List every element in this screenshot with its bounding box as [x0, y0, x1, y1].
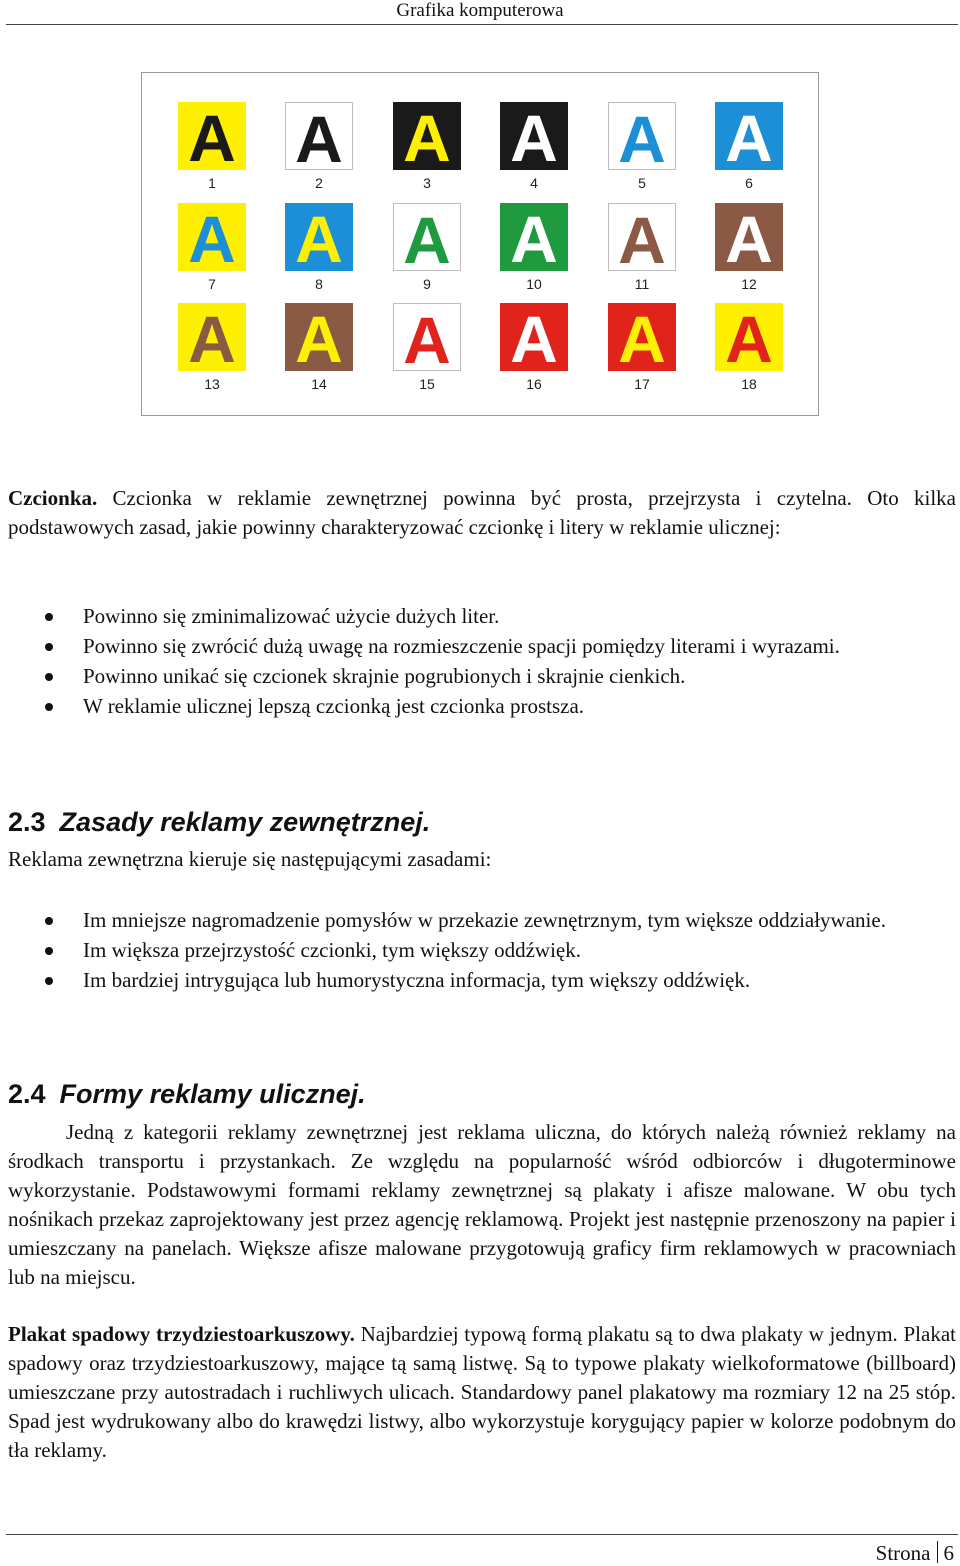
tile-letter: A: [510, 303, 558, 371]
bullet-icon: [45, 977, 53, 985]
tile-letter: A: [618, 303, 666, 371]
tile-number: 5: [638, 175, 646, 191]
letter-tile: [285, 102, 353, 170]
letter-tile: [393, 303, 461, 371]
bullet-icon: [45, 673, 53, 681]
page-header: [0, 0, 960, 24]
tile-number: 3: [423, 175, 431, 191]
footer-label: Strona: [875, 1541, 931, 1565]
tile-number: 14: [311, 376, 327, 392]
tile-letter: A: [725, 203, 773, 271]
tile-letter: A: [403, 203, 451, 271]
section-heading-2-3: [8, 806, 430, 838]
bullet-icon: [45, 643, 53, 651]
letter-tile: [715, 303, 783, 371]
tile-number: 11: [634, 276, 650, 292]
section-2-3-intro: Reklama zewnętrzna kieruje się następującymi zasadami:: [8, 847, 492, 871]
letter-tile: [500, 203, 568, 271]
tile-letter: A: [188, 203, 236, 271]
tile-letter: A: [295, 203, 343, 271]
tile-number: 4: [530, 175, 538, 191]
section-title: Formy reklamy ulicznej.: [59, 1079, 366, 1109]
tile-number: 7: [208, 276, 216, 292]
tile-letter: A: [188, 102, 236, 170]
tile-letter: A: [403, 303, 451, 371]
letter-tile: [715, 203, 783, 271]
tile-number: 16: [526, 376, 542, 392]
tile-number: 8: [315, 276, 323, 292]
tile-letter: A: [188, 303, 236, 371]
advertising-rules-list: [8, 905, 956, 995]
section-heading-2-4: [8, 1078, 366, 1110]
bullet-icon: [45, 917, 53, 925]
czcionka-paragraph: [8, 484, 956, 542]
list-item: W reklamie ulicznej lepszą czcionką jest czcionka prostsza.: [8, 691, 956, 721]
letter-tile: [178, 303, 246, 371]
tile-letter: A: [618, 102, 666, 170]
letter-tile: [500, 102, 568, 170]
tile-number: 6: [745, 175, 753, 191]
letter-color-figure: [141, 72, 819, 416]
letter-tile: [393, 102, 461, 170]
tile-letter: A: [510, 203, 558, 271]
header-title: Grafika komputerowa: [396, 0, 564, 21]
bullet-icon: [45, 703, 53, 711]
letter-tile: [178, 203, 246, 271]
page-number: 6: [943, 1541, 954, 1565]
tile-number: 12: [741, 276, 757, 292]
letter-tile: [500, 303, 568, 371]
tile-number: 18: [741, 376, 757, 392]
tile-letter: A: [725, 102, 773, 170]
list-item: Im mniejsze nagromadzenie pomysłów w przekazie zewnętrznym, tym większe oddziaływanie.: [8, 905, 956, 935]
letter-tile: [715, 102, 783, 170]
tile-number: 2: [315, 175, 323, 191]
tile-letter: A: [510, 102, 558, 170]
letter-tile: [178, 102, 246, 170]
tile-number: 10: [526, 276, 542, 292]
footer-divider: [6, 1534, 958, 1535]
list-item: Im większa przejrzystość czcionki, tym większy oddźwięk.: [8, 935, 956, 965]
tile-letter: A: [295, 303, 343, 371]
bullet-icon: [45, 947, 53, 955]
section-2-4-body: Jedną z kategorii reklamy zewnętrznej jest reklama uliczna, do których należą również reklamy na środkach transportu i przystankach. Ze względu na popularność wśród odbiorców i długoterminowe wykorzystanie. Podstawowymi formami reklamy zewnętrznej są plakaty i afisze malowane. W obu tych nośnikach przekaz zaprojektowany jest przez agencję reklamową. Projekt jest następnie przenoszony na papier i umieszczany na panelach. Większe afisze malowane przygotowują graficy firm reklamowych w pracowniach lub na miejscu.: [8, 1120, 956, 1289]
letter-tile: [608, 102, 676, 170]
page-footer: [876, 1540, 954, 1566]
tile-letter: A: [295, 102, 343, 170]
font-rules-list: [8, 601, 956, 721]
plakat-text: Najbardziej typową formą plakatu są to dwa plakaty w jednym. Plakat spadowy oraz trzydziestoarkuszowy, mające tą samą listwę. Są to typowe plakaty wielkoformatowe (billboard) umieszczane przy autostradach i ruchliwych ulicach. Standardowy panel plakatowy ma rozmiary 12 na 25 stóp. Spad jest wydrukowany albo do krawędzi listwy, albo wykorzystuje korygujący papier w kolorze podobnym do tła reklamy.: [8, 1322, 956, 1462]
tile-number: 17: [634, 376, 650, 392]
czcionka-lead: Czcionka.: [8, 486, 98, 510]
tile-number: 13: [204, 376, 220, 392]
letter-tile: [285, 303, 353, 371]
list-item: Im bardziej intrygująca lub humorystyczna informacja, tym większy oddźwięk.: [8, 965, 956, 995]
list-item: Powinno unikać się czcionek skrajnie pogrubionych i skrajnie cienkich.: [8, 661, 956, 691]
section-title: Zasady reklamy zewnętrznej.: [59, 807, 431, 837]
tile-letter: A: [725, 303, 773, 371]
plakat-lead: Plakat spadowy trzydziestoarkuszowy.: [8, 1322, 355, 1346]
letter-tile: [608, 203, 676, 271]
section-number: 2.3: [8, 807, 46, 837]
tile-letter: A: [403, 102, 451, 170]
letter-tile: [393, 203, 461, 271]
header-divider: [6, 24, 958, 25]
list-item: Powinno się zwrócić dużą uwagę na rozmieszczenie spacji pomiędzy literami i wyrazami.: [8, 631, 956, 661]
letter-tile: [285, 203, 353, 271]
tile-number: 15: [419, 376, 435, 392]
plakat-paragraph: [8, 1320, 956, 1465]
tile-number: 1: [208, 175, 216, 191]
tile-number: 9: [423, 276, 431, 292]
section-number: 2.4: [8, 1079, 46, 1109]
tile-letter: A: [618, 203, 666, 271]
list-item: Powinno się zminimalizować użycie dużych liter.: [8, 601, 956, 631]
footer-separator: [937, 1541, 938, 1563]
letter-tile: [608, 303, 676, 371]
bullet-icon: [45, 613, 53, 621]
czcionka-text: Czcionka w reklamie zewnętrznej powinna być prosta, przejrzysta i czytelna. Oto kilka podstawowych zasad, jakie powinny charakteryzować czcionkę i litery w reklamie ulicznej:: [8, 486, 956, 539]
